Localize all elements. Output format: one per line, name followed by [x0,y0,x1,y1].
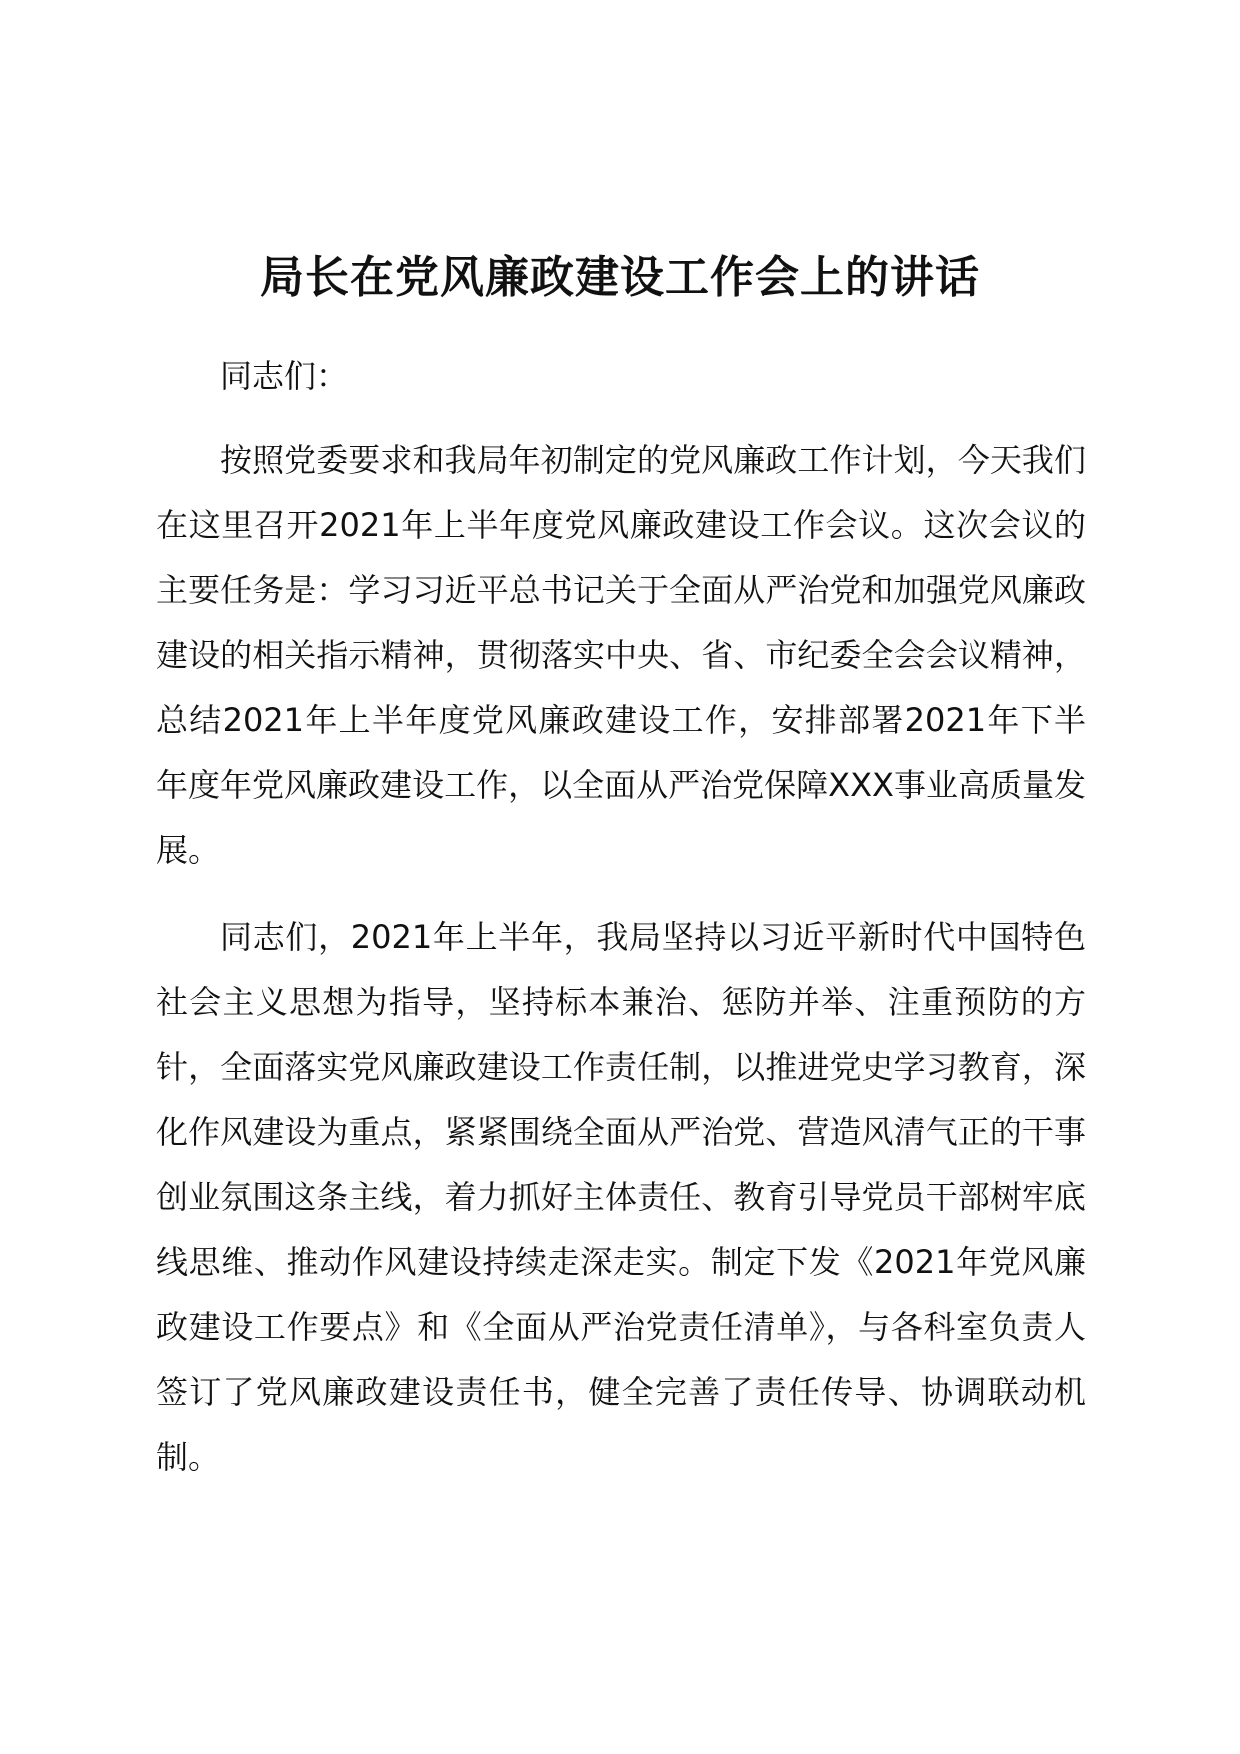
greeting: 同志们： [220,357,349,395]
paragraph-2: 同志们，2021年上半年，我局坚持以习近平新时代中国特色社会主义思想为指导，坚持标本兼治、惩防并举、注重预防的方针，全面落实党风廉政建设工作责任制，以推进党史学习教育，深化作风建设为重点，紧紧围绕全面从严治党、营造风清气正的干事创业氛围这条主线，着力抓好主体责任、教育引导党员干部树牢底线思维、推动作风建设持续走深走实。制定下发《2021年党风廉政建设工作要点》和《全面从严治党责任清单》，与各科室负责人签订了党风廉政建设责任书，健全完善了责任传导、协调联动机制。 [156,918,1086,1476]
document-title: 局长在党风廉政建设工作会上的讲话 [260,252,980,303]
paragraph-1: 按照党委要求和我局年初制定的党风廉政工作计划，今天我们在这里召开2021年上半年度党风廉政建设工作会议。这次会议的主要任务是：学习习近平总书记关于全面从严治党和加强党风廉政建设的相关指示精神，贯彻落实中央、省、市纪委全会会议精神，总结2021年上半年度党风廉政建设工作，安排部署2021年下半年度年党风廉政建设工作，以全面从严治党保障XXX事业高质量发展。 [156,441,1086,869]
